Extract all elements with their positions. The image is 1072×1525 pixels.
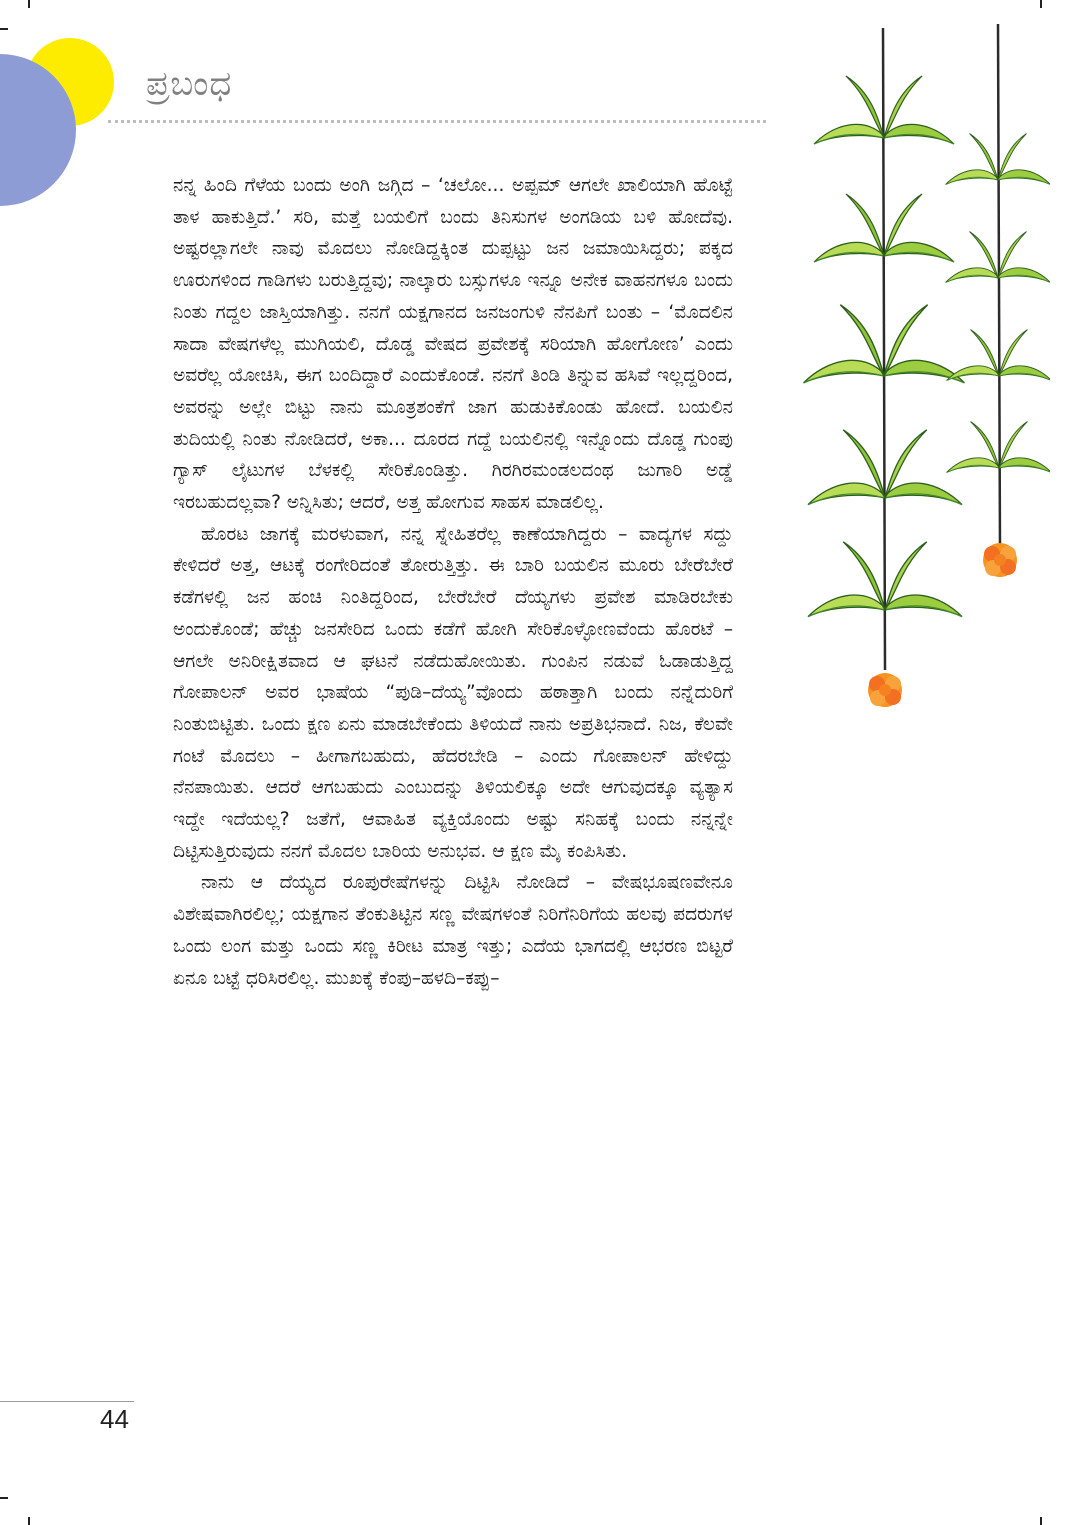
crop-mark — [1040, 0, 1042, 8]
footer-rule — [0, 1401, 134, 1402]
page-number: 44 — [100, 1404, 129, 1434]
leaf-garland-illustration — [780, 20, 1050, 740]
paragraph: ನಾನು ಆ ದೆಯ್ಯದ ರೂಪುರೇಷೆಗಳನ್ನು ದಿಟ್ಟಿಸಿ ನೋಡಿದೆ – ವೇಷಭೂಷಣವೇನೂ ವಿಶೇಷವಾಗಿರಲಿಲ್ಲ; ಯಕ್ಷಗಾನ ತೆಂಕುತಿಟ್ಟಿನ ಸಣ್ಣ ವೇಷಗಳಂತೆ ನಿರಿಗೆನಿರಿಗೆಯ ಹಲವು ಪದರುಗಳ ಒಂದು ಲಂಗ ಮತ್ತು ಒಂದು ಸಣ್ಣ ಕಿರೀಟ ಮಾತ್ರ ಇತ್ತು; ಎದೆಯ ಭಾಗದಲ್ಲಿ ಆಭರಣ ಬಿಟ್ಟರೆ ಏನೂ ಬಟ್ಟೆ ಧರಿಸಿರಲಿಲ್ಲ. ಮುಖಕ್ಕೆ ಕೆಂಪು–ಹಳದಿ–ಕಪ್ಪು– — [173, 872, 733, 989]
marigold-flower-icon — [868, 673, 902, 707]
paragraph: ಹೊರಟ ಜಾಗಕ್ಕೆ ಮರಳುವಾಗ, ನನ್ನ ಸ್ನೇಹಿತರೆಲ್ಲ ಕಾಣೆಯಾಗಿದ್ದರು – ವಾದ್ಯಗಳ ಸದ್ದು ಕೇಳಿದರೆ ಅತ್ತ, ಆಟಕ್ಕೆ ರಂಗೇರಿದಂತೆ ತೋರುತ್ತಿತ್ತು. ಈ ಬಾರಿ ಬಯಲಿನ ಮೂರು ಬೇರೆಬೇರೆ ಕಡೆಗಳಲ್ಲಿ ಜನ ಹಂಚಿ ನಿಂತಿದ್ದರಿಂದ, ಬೇರೆಬೇರೆ ದೆಯ್ಯಗಳು ಪ್ರವೇಶ ಮಾಡಿರಬೇಕು ಅಂದುಕೊಂಡೆ; ಹೆಚ್ಚು ಜನಸೇರಿದ ಒಂದು ಕಡೆಗೆ ಹೋಗಿ ಸೇರಿಕೊಳ್ಳೋಣವೆಂದು ಹೊರಟೆ – ಆಗಲೇ ಅನಿರೀಕ್ಷಿತವಾದ ಆ ಘಟನೆ ನಡೆದುಹೋಯಿತು. ಗುಂಪಿನ ನಡುವೆ ಓಡಾಡುತ್ತಿದ್ದ ಗೋಪಾಲನ್ ಅವರ ಭಾಷೆಯ “ಪುಡಿ–ದೆಯ್ಯ”ವೊಂದು ಹಠಾತ್ತಾಗಿ ಬಂದು ನನ್ನೆದುರಿಗೆ ನಿಂತುಬಿಟ್ಟಿತು. ಒಂದು ಕ್ಷಣ ಏನು ಮಾಡಬೇಕೆಂದು ತಿಳಿಯದೆ ನಾನು ಅಪ್ರತಿಭನಾದೆ. ನಿಜ, ಕೆಲವೇ ಗಂಟೆ ಮೊದಲು – ಹೀಗಾಗಬಹುದು, ಹೆದರಬೇಡಿ – ಎಂದು ಗೋಪಾಲನ್ ಹೇಳಿದ್ದು ನೆನಪಾಯಿತು. ಆದರೆ ಆಗಬಹುದು ಎಂಬುದನ್ನು ತಿಳಿಯಲಿಕ್ಕೂ ಅದೇ ಆಗುವುದಕ್ಕೂ ವ್ಯತ್ಯಾಸ ಇದ್ದೇ ಇದೆಯಲ್ಲ? ಜತೆಗೆ, ಆವಾಹಿತ ವ್ಯಕ್ತಿಯೊಂದು ಅಷ್ಟು ಸನಿಹಕ್ಕೆ ಬಂದು ನನ್ನನ್ನೇ ದಿಟ್ಟಿಸುತ್ತಿರುವುದು ನನಗೆ ಮೊದಲ ಬಾರಿಯ ಅನುಭವ. ಆ ಕ್ಷಣ ಮೈ ಕಂಪಿಸಿತು. — [173, 523, 733, 862]
crop-mark — [0, 1497, 8, 1499]
article-body — [173, 170, 733, 994]
section-title: ಪ್ರಬಂಧ — [146, 64, 233, 104]
marigold-flower-icon — [983, 543, 1017, 577]
corner-circles-decoration — [0, 0, 140, 210]
dotted-divider — [108, 120, 766, 123]
crop-mark — [28, 1517, 30, 1525]
paragraph: ನನ್ನ ಹಿಂದಿ ಗೆಳೆಯ ಬಂದು ಅಂಗಿ ಜಗ್ಗಿದ – ‘ಚಲೋ... ಅಪ್ಪಮ್ ಆಗಲೇ ಖಾಲಿಯಾಗಿ ಹೊಟ್ಟೆ ತಾಳ ಹಾಕುತ್ತಿದೆ.’ ಸರಿ, ಮತ್ತೆ ಬಯಲಿಗೆ ಬಂದು ತಿನಿಸುಗಳ ಅಂಗಡಿಯ ಬಳಿ ಹೋದೆವು. ಅಷ್ಟರಲ್ಲಾಗಲೇ ನಾವು ಮೊದಲು ನೋಡಿದ್ದಕ್ಕಿಂತ ದುಪ್ಪಟ್ಟು ಜನ ಜಮಾಯಿಸಿದ್ದರು; ಪಕ್ಕದ ಊರುಗಳಿಂದ ಗಾಡಿಗಳು ಬರುತ್ತಿದ್ದವು; ನಾಲ್ಕಾರು ಬಸ್ಸುಗಳೂ ಇನ್ನೂ ಅನೇಕ ವಾಹನಗಳೂ ಬಂದು ನಿಂತು ಗದ್ದಲ ಜಾಸ್ತಿಯಾಗಿತ್ತು. ನನಗೆ ಯಕ್ಷಗಾನದ ಜನಜಂಗುಳಿ ನೆನಪಿಗೆ ಬಂತು – ‘ಮೊದಲಿನ ಸಾದಾ ವೇಷಗಳೆಲ್ಲ ಮುಗಿಯಲಿ, ದೊಡ್ಡ ವೇಷದ ಪ್ರವೇಶಕ್ಕೆ ಸರಿಯಾಗಿ ಹೋಗೋಣ’ ಎಂದು ಅವರೆಲ್ಲ ಯೋಚಿಸಿ, ಈಗ ಬಂದಿದ್ದಾರೆ ಎಂದುಕೊಂಡೆ. ನನಗೆ ತಿಂಡಿ ತಿನ್ನುವ ಹಸಿವೆ ಇಲ್ಲದ್ದರಿಂದ, ಅವರನ್ನು ಅಲ್ಲೇ ಬಿಟ್ಟು ನಾನು ಮೂತ್ರಶಂಕೆಗೆ ಜಾಗ ಹುಡುಕಿಕೊಂಡು ಹೋದೆ. ಬಯಲಿನ ತುದಿಯಲ್ಲಿ ನಿಂತು ನೋಡಿದರೆ, ಅಕಾ... ದೂರದ ಗದ್ದೆ ಬಯಲಿನಲ್ಲಿ ಇನ್ನೊಂದು ದೊಡ್ಡ ಗುಂಪು ಗ್ಯಾಸ್ ಲೈಟುಗಳ ಬೆಳಕಲ್ಲಿ ಸೇರಿಕೊಂಡಿತ್ತು. ಗಿರಗಿರಮಂಡಲದಂಥ ಜುಗಾರಿ ಅಡ್ಡೆ ಇರಬಹುದಲ್ಲವಾ? ಅನ್ನಿಸಿತು; ಆದರೆ, ಅತ್ತ ಹೋಗುವ ಸಾಹಸ ಮಾಡಲಿಲ್ಲ. — [173, 175, 733, 514]
leaf-icon — [804, 76, 1051, 617]
crop-mark — [1040, 1517, 1042, 1525]
